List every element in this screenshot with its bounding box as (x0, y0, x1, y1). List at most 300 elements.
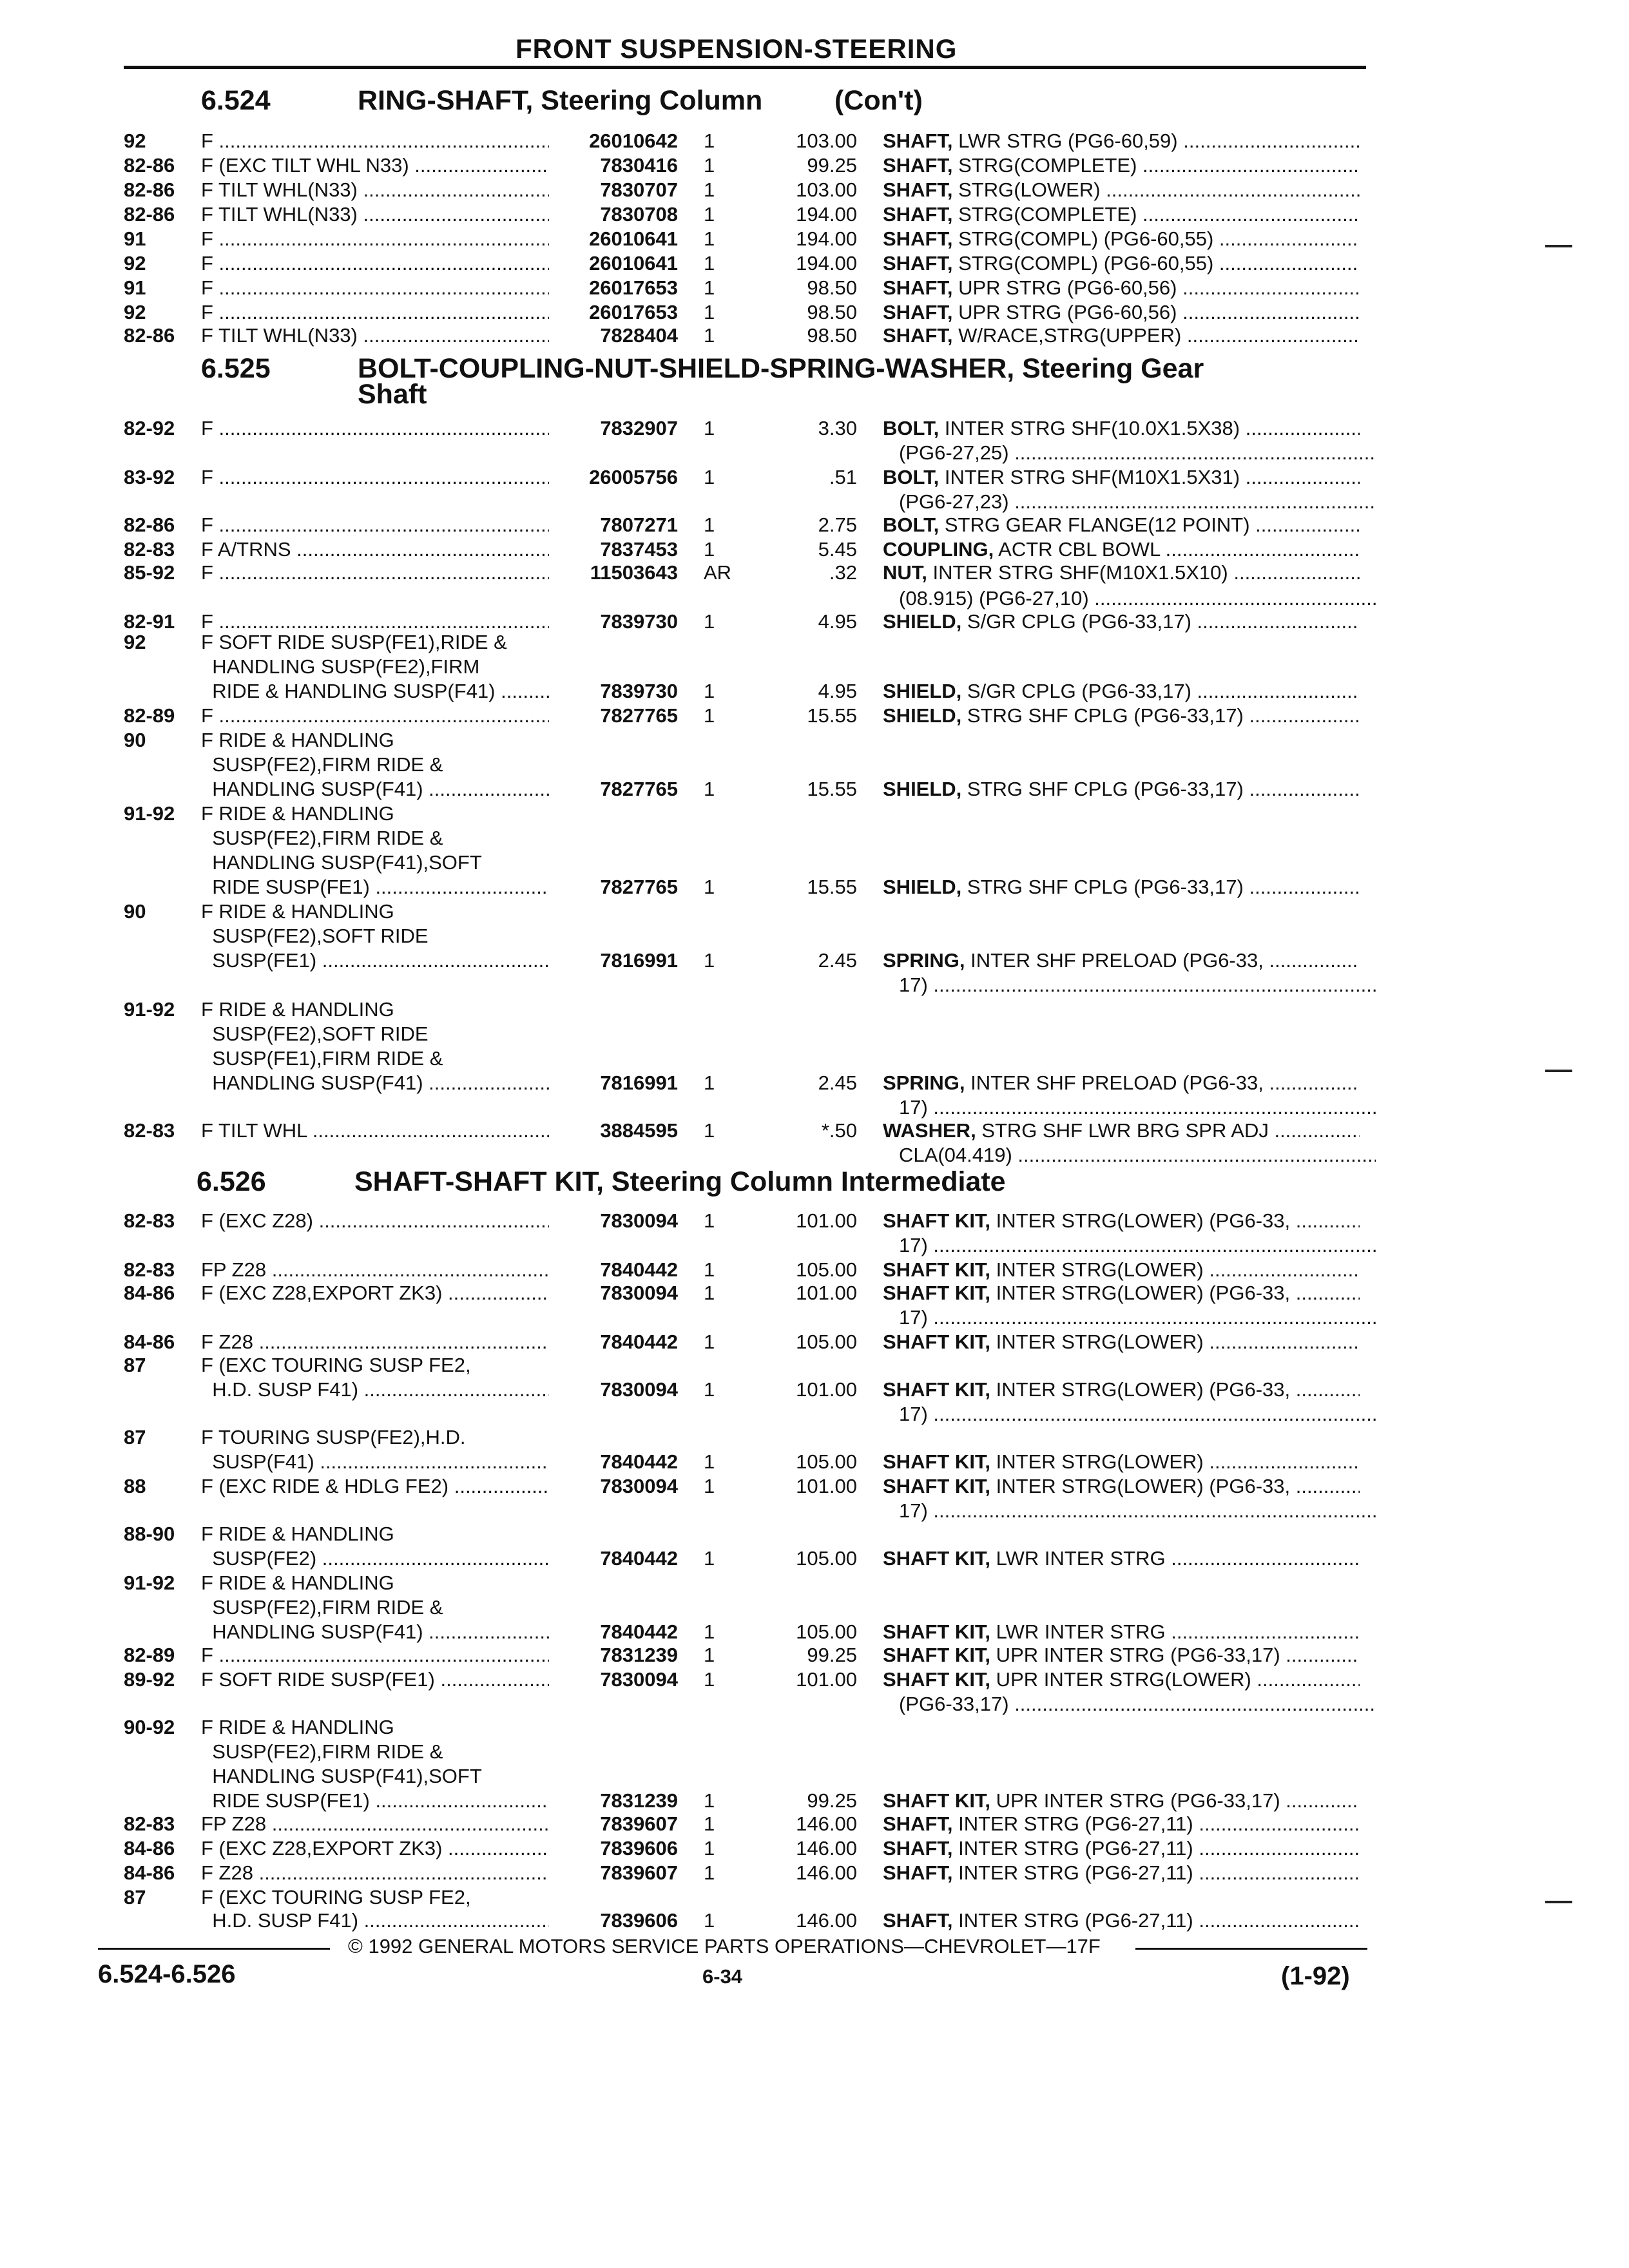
part-name: SHAFT KIT, (883, 1282, 991, 1304)
model-description: RIDE & HANDLING SUSP(F41) ..... (201, 679, 549, 704)
footer-rule-left (98, 1948, 330, 1950)
table-row (0, 1330, 1629, 1356)
model-year: 87 (124, 1426, 146, 1448)
quantity: 1 (704, 1258, 715, 1281)
table-row (0, 777, 1629, 803)
model-year: 82-89 (124, 1644, 175, 1666)
table-row (0, 1715, 1629, 1741)
part-description (883, 1789, 1360, 1813)
table-row (0, 1450, 1629, 1475)
part-number: 7840442 (600, 1450, 678, 1473)
part-detail: 17) (899, 1234, 928, 1256)
model-year: 88-90 (124, 1523, 175, 1545)
part-detail: INTER STRG(LOWER) (PG6-33, (990, 1209, 1291, 1232)
part-detail: W/RACE,STRG(UPPER) (952, 324, 1182, 347)
part-name: SHAFT KIT, (883, 1644, 991, 1666)
model-year: 84-86 (124, 1861, 175, 1884)
model-description: H.D. SUSP F41) ..... (201, 1378, 549, 1402)
part-name: SHAFT, (883, 1909, 953, 1932)
section-number: 6.526 (197, 1166, 266, 1197)
part-description (883, 513, 1360, 537)
section-number: 6.525 (201, 353, 271, 384)
part-number: 26010641 (589, 252, 678, 274)
quantity: 1 (704, 778, 715, 800)
quantity: 1 (704, 704, 715, 727)
section-number: 6.524 (201, 85, 271, 116)
part-number: 7828404 (600, 324, 678, 347)
part-name: SPRING, (883, 949, 965, 972)
price: 15.55 (807, 876, 857, 898)
model-description: F A/TRNS ..... (201, 537, 549, 562)
part-detail: INTER STRG(LOWER) (990, 1331, 1204, 1353)
model-description: SUSP(FE2),FIRM RIDE & (201, 1596, 443, 1619)
quantity: 1 (704, 1837, 715, 1860)
table-row (0, 227, 1629, 253)
model-description: F TILT WHL(N33) ..... (201, 178, 549, 202)
table-row (0, 973, 1629, 999)
quantity: 1 (704, 610, 715, 633)
model-description: F RIDE & HANDLING (201, 729, 394, 751)
part-detail: INTER STRG(LOWER) (990, 1450, 1204, 1473)
table-row (0, 1789, 1629, 1814)
quantity: 1 (704, 1861, 715, 1884)
quantity: 1 (704, 154, 715, 177)
table-row (0, 1281, 1629, 1307)
quantity: 1 (704, 276, 715, 299)
part-number: 26017653 (589, 301, 678, 323)
part-detail: 17) (899, 1306, 928, 1329)
model-year: 90 (124, 729, 146, 751)
part-description (883, 1546, 1360, 1571)
model-description: F RIDE & HANDLING (201, 998, 394, 1021)
model-description: F TILT WHL(N33) ..... (201, 323, 549, 348)
part-detail: INTER STRG (PG6-27,11) (952, 1837, 1193, 1860)
binding-mark (1545, 245, 1572, 247)
table-row (0, 1764, 1629, 1790)
quantity: 1 (704, 949, 715, 972)
model-description: F (EXC TOURING SUSP FE2, (201, 1886, 471, 1908)
header-rule (124, 66, 1366, 69)
part-name: SHAFT, (883, 1837, 953, 1860)
price: 99.25 (807, 1789, 857, 1812)
price: 101.00 (796, 1475, 857, 1497)
price: .51 (829, 466, 857, 488)
part-number: 7839606 (600, 1837, 678, 1860)
table-row (0, 1836, 1629, 1862)
part-description (883, 537, 1360, 562)
price: 3.30 (818, 417, 857, 439)
table-row (0, 1209, 1629, 1235)
price: .32 (829, 561, 857, 584)
part-number: 7840442 (600, 1620, 678, 1643)
price: 4.95 (818, 680, 857, 702)
footer-page-number: 6-34 (702, 1965, 743, 1988)
part-name: SHAFT, (883, 1812, 953, 1835)
model-year: 90 (124, 900, 146, 923)
part-detail: INTER STRG (PG6-27,11) (952, 1812, 1193, 1835)
model-year: 83-92 (124, 466, 175, 488)
part-name: SHAFT, (883, 324, 953, 347)
table-row (0, 1499, 1629, 1524)
part-name: SHAFT, (883, 276, 953, 299)
table-row (0, 1353, 1629, 1379)
quantity: 1 (704, 417, 715, 439)
part-detail: 17) (899, 1403, 928, 1425)
part-description (883, 777, 1360, 802)
quantity: 1 (704, 301, 715, 323)
part-detail: LWR INTER STRG (990, 1620, 1166, 1643)
model-description: F Z28 ..... (201, 1330, 549, 1354)
part-name: SHAFT KIT, (883, 1475, 991, 1497)
part-number: 26005756 (589, 466, 678, 488)
table-row (0, 850, 1629, 876)
table-row (0, 1071, 1629, 1097)
part-description (883, 323, 1360, 348)
price: 98.50 (807, 276, 857, 299)
model-year: 82-91 (124, 610, 175, 633)
part-detail: STRG SHF CPLG (PG6-33,17) (961, 778, 1244, 800)
table-row (0, 1643, 1629, 1669)
part-name: SHAFT KIT, (883, 1789, 991, 1812)
table-row (0, 178, 1629, 204)
price: 2.45 (818, 949, 857, 972)
part-description (899, 1095, 1376, 1120)
table-row (0, 276, 1629, 302)
table-row (0, 1522, 1629, 1548)
part-detail: STRG(COMPLETE) (952, 203, 1137, 226)
table-row (0, 1425, 1629, 1451)
part-name: SHAFT KIT, (883, 1547, 991, 1570)
part-description (883, 1908, 1360, 1933)
part-detail: STRG(COMPLETE) (952, 154, 1137, 177)
quantity: 1 (704, 1812, 715, 1835)
quantity: 1 (704, 1209, 715, 1232)
model-description: F (EXC Z28,EXPORT ZK3) ..... (201, 1281, 549, 1305)
model-description: F (EXC Z28) ..... (201, 1209, 549, 1233)
model-year: 91 (124, 227, 146, 250)
part-number: 11503643 (590, 561, 678, 584)
price: 98.50 (807, 324, 857, 347)
model-description: F RIDE & HANDLING (201, 1571, 394, 1594)
part-detail: 17) (899, 1499, 928, 1522)
price: 146.00 (796, 1861, 857, 1884)
part-detail: STRG SHF CPLG (PG6-33,17) (961, 704, 1244, 727)
price: 101.00 (796, 1378, 857, 1401)
table-row (0, 1908, 1629, 1934)
table-row (0, 679, 1629, 705)
part-description (899, 1233, 1376, 1258)
part-name: SHAFT, (883, 252, 953, 274)
model-year: 85-92 (124, 561, 175, 584)
price: 105.00 (796, 1620, 857, 1643)
model-description: F TILT WHL ..... (201, 1119, 549, 1143)
part-number: 7839606 (600, 1909, 678, 1932)
table-row (0, 948, 1629, 974)
model-description: F ..... (201, 416, 549, 441)
model-description: F Z28 ..... (201, 1861, 549, 1885)
price: 105.00 (796, 1547, 857, 1570)
model-description: F ..... (201, 300, 549, 325)
part-number: 7840442 (600, 1331, 678, 1353)
quantity: 1 (704, 1072, 715, 1094)
part-detail: UPR STRG (PG6-60,56) (952, 301, 1177, 323)
table-row (0, 899, 1629, 925)
model-description: F TOURING SUSP(FE2),H.D. (201, 1426, 466, 1448)
model-year: 84-86 (124, 1282, 175, 1304)
part-description (883, 1119, 1360, 1143)
quantity: 1 (704, 1644, 715, 1666)
quantity: 1 (704, 227, 715, 250)
part-detail: 17) (899, 974, 928, 996)
model-year: 84-86 (124, 1331, 175, 1353)
model-description: F ..... (201, 276, 549, 300)
model-description: F ..... (201, 610, 549, 634)
part-detail: INTER STRG(LOWER) (PG6-33, (990, 1475, 1291, 1497)
model-year: 82-83 (124, 538, 175, 561)
model-year: 82-83 (124, 1209, 175, 1232)
table-row (0, 300, 1629, 326)
part-number: 7831239 (600, 1644, 678, 1666)
model-description: SUSP(FE1),FIRM RIDE & (201, 1047, 443, 1070)
table-row (0, 704, 1629, 729)
model-description: SUSP(FE2),SOFT RIDE (201, 1023, 429, 1045)
quantity: 1 (704, 1789, 715, 1812)
price: 194.00 (796, 203, 857, 226)
section-title: RING-SHAFT, Steering Column (358, 85, 763, 116)
quantity: 1 (704, 1547, 715, 1570)
model-description: F TILT WHL(N33) ..... (201, 202, 549, 227)
part-description (883, 153, 1360, 178)
part-description (899, 1305, 1376, 1330)
model-description: F ..... (201, 561, 549, 585)
model-year: 91-92 (124, 998, 175, 1021)
price: *.50 (821, 1119, 857, 1142)
table-row (0, 1402, 1629, 1428)
part-description (883, 129, 1360, 153)
part-name: BOLT, (883, 417, 940, 439)
binding-mark (1545, 1070, 1572, 1072)
quantity: 1 (704, 203, 715, 226)
model-year: 92 (124, 252, 146, 274)
part-description (899, 1143, 1376, 1168)
part-detail: (08.915) (PG6-27,10) (899, 587, 1089, 610)
part-number: 7830094 (600, 1209, 678, 1232)
part-name: SHAFT KIT, (883, 1209, 991, 1232)
table-row (0, 1546, 1629, 1572)
footer-section-range: 6.524-6.526 (98, 1960, 236, 1988)
table-row (0, 1119, 1629, 1144)
part-description (883, 1812, 1360, 1836)
footer-date: (1-92) (1281, 1962, 1350, 1990)
part-detail: UPR INTER STRG (PG6-33,17) (990, 1789, 1280, 1812)
model-year: 87 (124, 1886, 146, 1908)
part-detail: ACTR CBL BOWL (994, 538, 1161, 561)
part-description (883, 251, 1360, 276)
price: 101.00 (796, 1209, 857, 1232)
quantity: 1 (704, 1450, 715, 1473)
part-description (883, 1258, 1360, 1282)
model-description: F RIDE & HANDLING (201, 1716, 394, 1738)
section-title: SHAFT-SHAFT KIT, Steering Column Intermediate (354, 1166, 1006, 1197)
part-name: SHAFT, (883, 178, 953, 201)
part-description (899, 586, 1376, 611)
part-description (883, 1209, 1360, 1233)
part-detail: INTER STRG (PG6-27,11) (952, 1909, 1193, 1932)
table-row (0, 997, 1629, 1023)
part-name: SHIELD, (883, 680, 962, 702)
part-name: SHIELD, (883, 876, 962, 898)
table-row (0, 1474, 1629, 1500)
part-name: SHAFT, (883, 130, 953, 152)
section-continued: (Con't) (834, 85, 923, 116)
quantity: 1 (704, 538, 715, 561)
price: 2.45 (818, 1072, 857, 1094)
model-year: 82-92 (124, 417, 175, 439)
part-description (899, 973, 1376, 997)
part-detail: INTER STRG(LOWER) (990, 1258, 1204, 1281)
table-row (0, 1022, 1629, 1048)
part-name: SHAFT KIT, (883, 1620, 991, 1643)
part-description (883, 1620, 1360, 1644)
price: 101.00 (796, 1668, 857, 1691)
model-description: F ..... (201, 251, 549, 276)
part-detail: UPR INTER STRG (PG6-33,17) (990, 1644, 1280, 1666)
table-row (0, 465, 1629, 491)
model-description: HANDLING SUSP(FE2),FIRM (201, 655, 480, 678)
part-number: 7830416 (600, 154, 678, 177)
part-number: 7830094 (600, 1475, 678, 1497)
model-description: F (EXC RIDE & HDLG FE2) ..... (201, 1474, 549, 1499)
price: 194.00 (796, 227, 857, 250)
page-title: FRONT SUSPENSION-STEERING (516, 34, 958, 64)
table-row (0, 323, 1629, 349)
part-detail: S/GR CPLG (PG6-33,17) (961, 610, 1191, 633)
part-description (883, 300, 1360, 325)
price: 194.00 (796, 252, 857, 274)
price: 99.25 (807, 1644, 857, 1666)
price: 2.75 (818, 514, 857, 536)
section-title-line2: Shaft (358, 379, 427, 410)
model-description: F ..... (201, 129, 549, 153)
quantity: 1 (704, 514, 715, 536)
model-description: SUSP(FE2),SOFT RIDE (201, 925, 429, 947)
part-number: 7830094 (600, 1378, 678, 1401)
part-name: SHAFT, (883, 227, 953, 250)
part-number: 26017653 (589, 276, 678, 299)
part-number: 7832907 (600, 417, 678, 439)
part-description (899, 1692, 1376, 1716)
price: 146.00 (796, 1837, 857, 1860)
table-row (0, 1692, 1629, 1718)
table-row (0, 875, 1629, 901)
part-detail: LWR INTER STRG (990, 1547, 1166, 1570)
part-name: BOLT, (883, 466, 940, 488)
price: 4.95 (818, 610, 857, 633)
part-name: SHAFT KIT, (883, 1331, 991, 1353)
table-row (0, 416, 1629, 442)
price: 105.00 (796, 1331, 857, 1353)
part-name: SHAFT, (883, 203, 953, 226)
table-row (0, 1595, 1629, 1621)
quantity: 1 (704, 1475, 715, 1497)
part-detail: LWR STRG (PG6-60,59) (952, 130, 1178, 152)
model-description: SUSP(FE2) ..... (201, 1546, 549, 1571)
model-description: RIDE SUSP(FE1) ..... (201, 1789, 549, 1813)
part-description (883, 679, 1360, 704)
model-description: F (EXC Z28,EXPORT ZK3) ..... (201, 1836, 549, 1861)
part-name: WASHER, (883, 1119, 976, 1142)
model-description: FP Z28 ..... (201, 1258, 549, 1282)
quantity: 1 (704, 1282, 715, 1304)
part-detail: INTER STRG (PG6-27,11) (952, 1861, 1193, 1884)
model-description: HANDLING SUSP(F41) ..... (201, 1071, 549, 1095)
model-description: F SOFT RIDE SUSP(FE1) ..... (201, 1667, 549, 1692)
quantity: 1 (704, 1331, 715, 1353)
part-description (883, 416, 1360, 441)
part-number: 7827765 (600, 876, 678, 898)
model-year: 92 (124, 130, 146, 152)
model-description: F RIDE & HANDLING (201, 1523, 394, 1545)
part-name: NUT, (883, 561, 927, 584)
model-year: 89-92 (124, 1668, 175, 1691)
part-detail: INTER SHF PRELOAD (PG6-33, (965, 949, 1264, 972)
quantity: 1 (704, 1378, 715, 1401)
part-name: SHAFT, (883, 1861, 953, 1884)
quantity: 1 (704, 252, 715, 274)
table-row (0, 513, 1629, 539)
quantity: 1 (704, 680, 715, 702)
part-name: COUPLING, (883, 538, 994, 561)
part-description (899, 441, 1376, 465)
price: 5.45 (818, 538, 857, 561)
part-number: 7839730 (600, 610, 678, 633)
part-detail: 17) (899, 1096, 928, 1119)
price: 105.00 (796, 1258, 857, 1281)
price: 146.00 (796, 1909, 857, 1932)
model-description: SUSP(FE1) ..... (201, 948, 549, 973)
part-number: 7816991 (600, 1072, 678, 1094)
model-year: 92 (124, 631, 146, 653)
model-description: HANDLING SUSP(F41) ..... (201, 777, 549, 802)
part-name: SHAFT, (883, 301, 953, 323)
model-description: F ..... (201, 704, 549, 728)
table-row (0, 728, 1629, 754)
part-name: SHAFT KIT, (883, 1258, 991, 1281)
model-year: 82-83 (124, 1258, 175, 1281)
part-description (883, 1450, 1360, 1474)
part-number: 7831239 (600, 1789, 678, 1812)
model-year: 91-92 (124, 1571, 175, 1594)
model-year: 87 (124, 1354, 146, 1376)
table-row (0, 1095, 1629, 1121)
table-row (0, 490, 1629, 515)
model-year: 82-86 (124, 178, 175, 201)
model-year: 82-86 (124, 324, 175, 347)
part-detail: S/GR CPLG (PG6-33,17) (961, 680, 1191, 702)
model-description: SUSP(FE2),FIRM RIDE & (201, 827, 443, 849)
model-year: 91 (124, 276, 146, 299)
part-description (883, 1836, 1360, 1861)
price: 99.25 (807, 154, 857, 177)
model-description: SUSP(F41) ..... (201, 1450, 549, 1474)
model-year: 82-89 (124, 704, 175, 727)
price: 101.00 (796, 1282, 857, 1304)
part-number: 7807271 (600, 514, 678, 536)
price: 98.50 (807, 301, 857, 323)
model-description: SUSP(FE2),FIRM RIDE & (201, 1740, 443, 1763)
part-detail: INTER SHF PRELOAD (PG6-33, (965, 1072, 1264, 1094)
model-description: FP Z28 ..... (201, 1812, 549, 1836)
